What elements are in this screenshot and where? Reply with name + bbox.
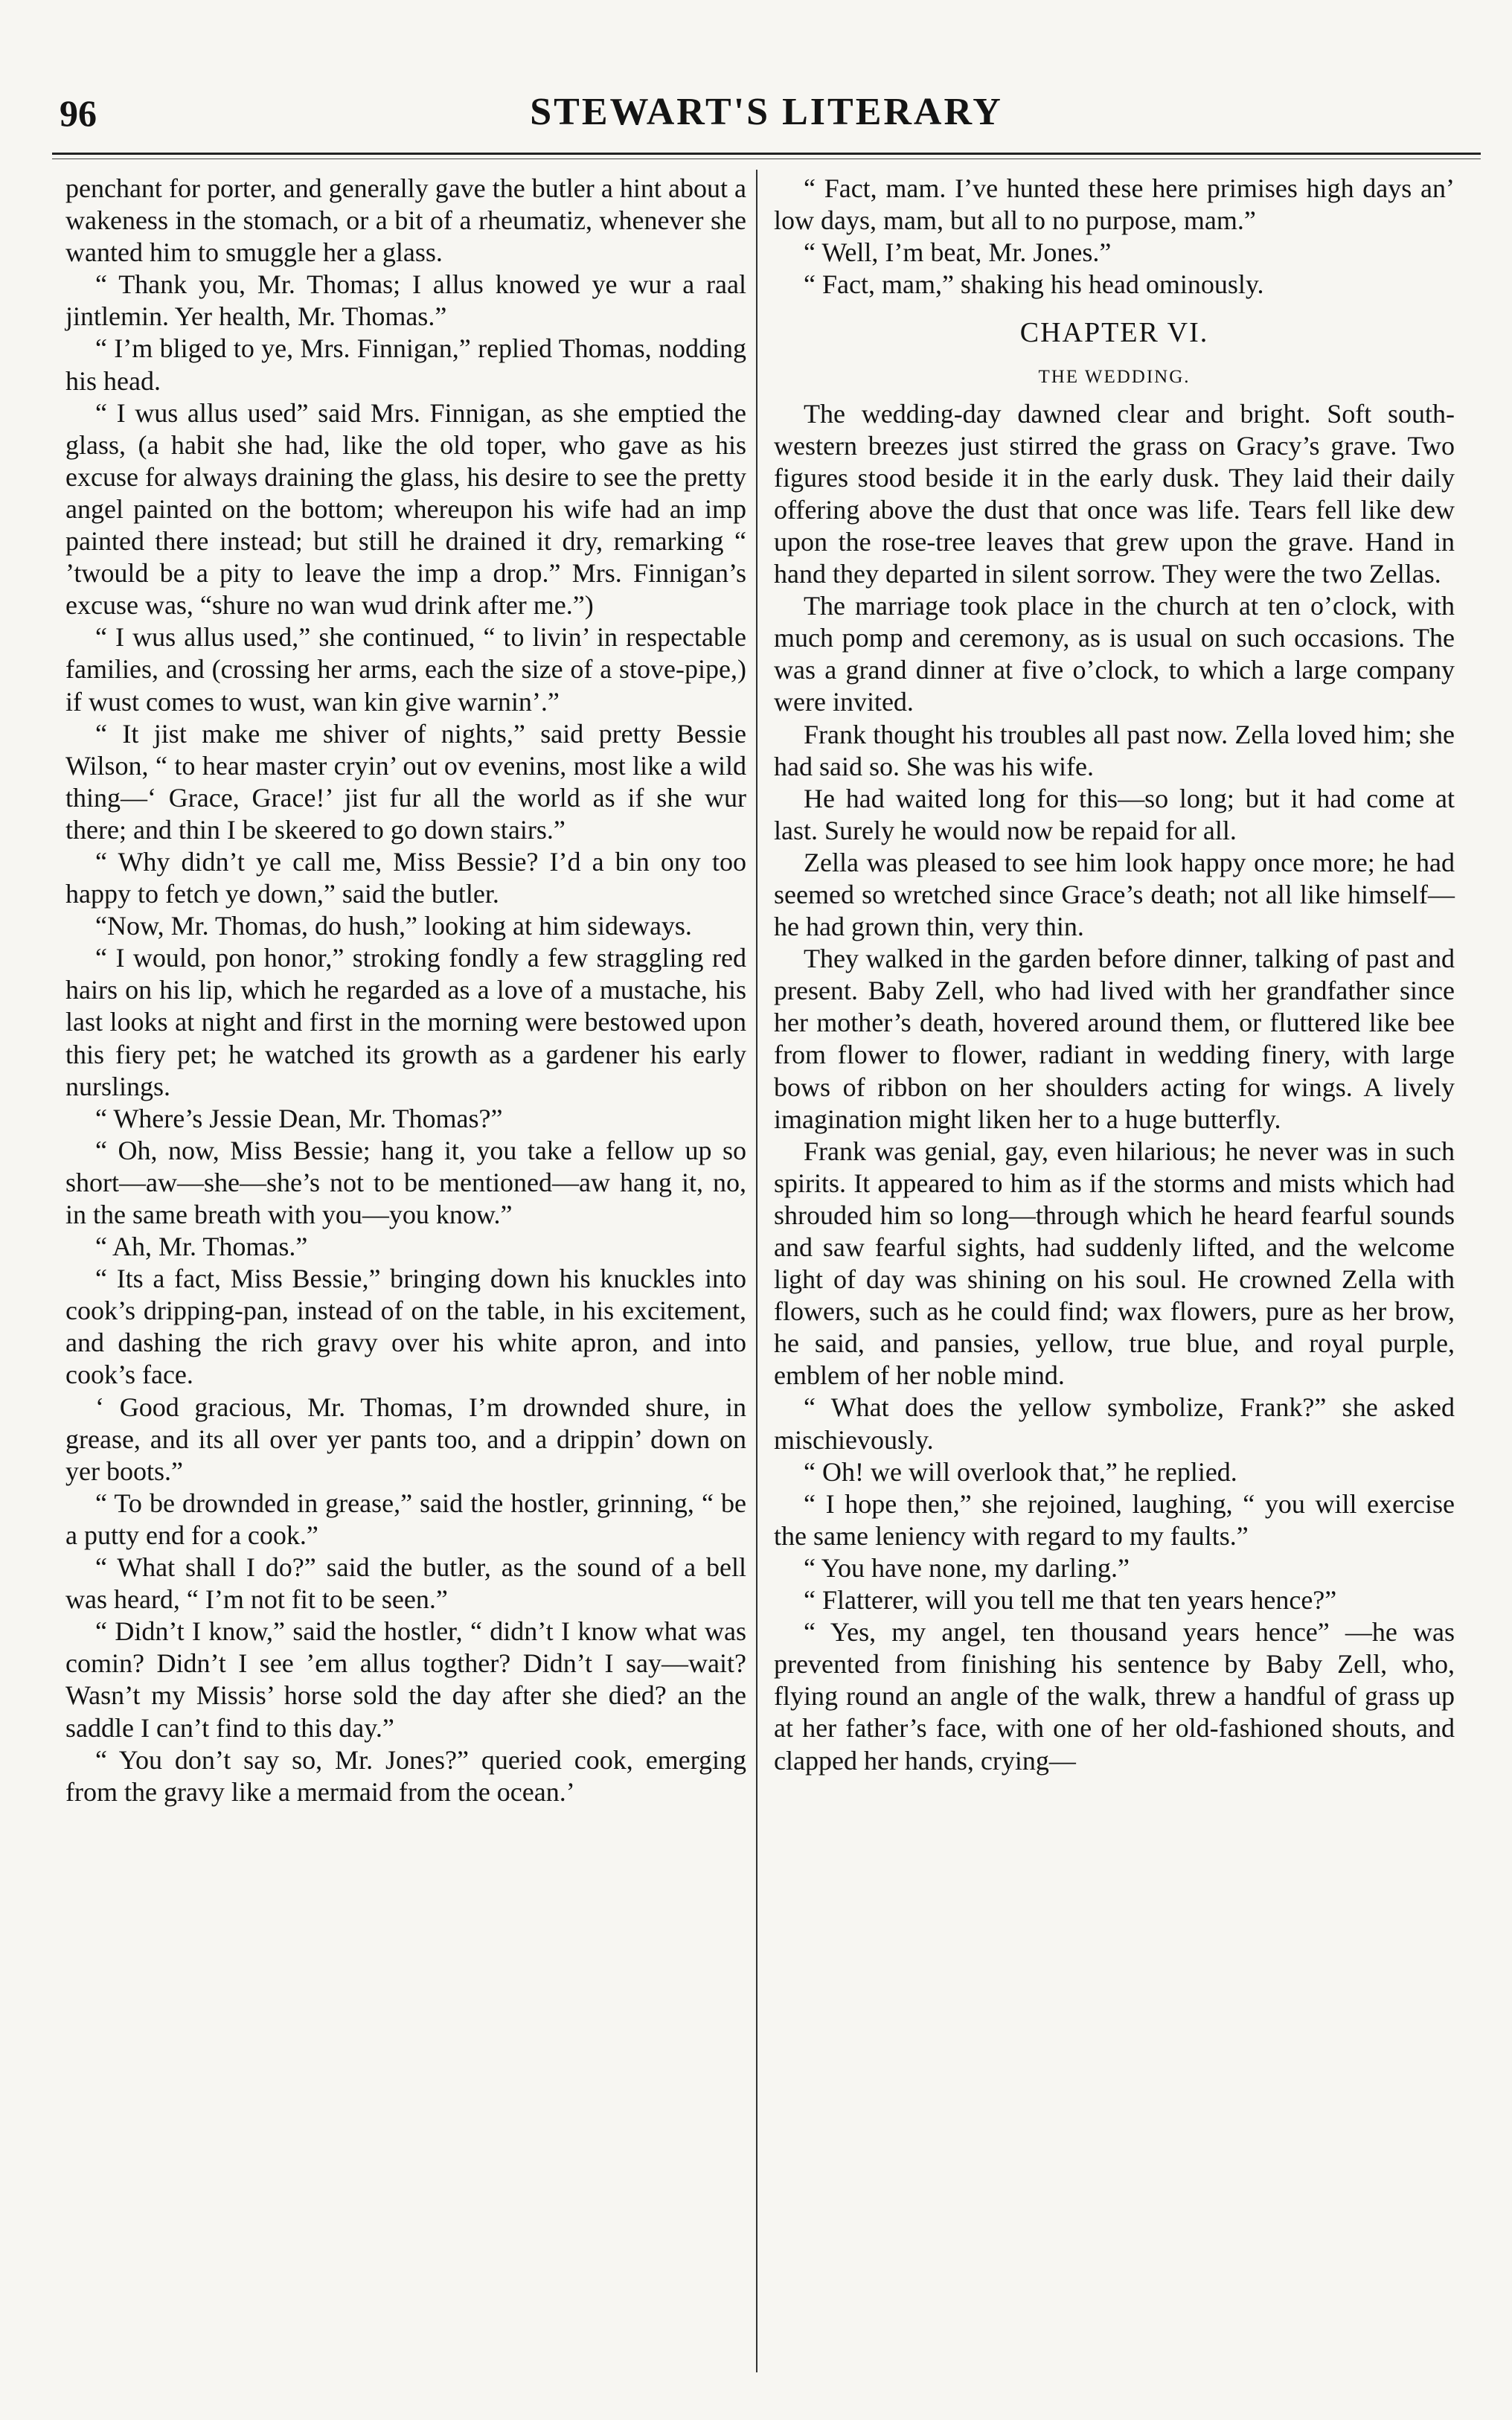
right-column-bottom <box>774 398 1455 1777</box>
paragraph: “ Well, I’m beat, Mr. Jones.” <box>804 237 1112 268</box>
paragraph: “ Where’s Jessie Dean, Mr. Thomas?” <box>95 1103 503 1133</box>
paragraph: The wedding-day dawned clear and bright. Soft south-western breezes just stirred the grass on Gracy’s grave. Two figures stood beside it in the early dusk. They laid their daily offering above the dust that once was life. Tears fell like dew upon the rose-tree leaves that grew upon the grave. Hand in hand they departed in silent sorrow. They were the two Zellas. <box>774 398 1455 589</box>
running-title: STEWART'S LITERARY <box>530 91 1003 133</box>
paragraph: Frank was genial, gay, even hilarious; he never was in such spirits. It appeared to him as if the storms and mists which had shrouded him so long—through which he heard fearful sounds and saw fearful sights, had suddenly lifted, and the welcome light of day was shining on his soul. He crowned Zella with flowers, such as he could find; wax flowers, pure as her brow, he said, and pansies, yellow, true blue, and royal purple, emblem of her noble mind. <box>774 1136 1455 1391</box>
chapter-subtitle: THE WEDDING. <box>1038 367 1191 388</box>
paragraph: The marriage took place in the church at ten o’clock, with much pomp and ceremony, as is usual on such occasions. The was a grand dinner at five o’clock, to which a large company were invited. <box>774 591 1455 717</box>
paragraph: “ Oh, now, Miss Bessie; hang it, you take a fellow up so short—aw—she—she’s not to be mentioned—aw hang it, no, in the same breath with you—you know.” <box>65 1135 746 1229</box>
paragraph: “Now, Mr. Thomas, do hush,” looking at him sideways. <box>95 911 692 941</box>
paragraph: “ Why didn’t ye call me, Miss Bessie? I’d a bin ony too happy to fetch ye down,” said the butler. <box>65 846 746 909</box>
paragraph: Zella was pleased to see him look happy once more; he had seemed so wretched since Grace’s death; not all like himself—he had grown thin, very thin. <box>774 847 1455 942</box>
paragraph: “ Its a fact, Miss Bessie,” bringing down his knuckles into cook’s dripping-pan, instead of on the table, in his excitement, and dashing the rich gravy over his white apron, and into cook’s face. <box>65 1264 746 1390</box>
paragraph: “ Didn’t I know,” said the hostler, “ didn’t I know what was comin? Didn’t I see ’em allus togther? Didn’t I say—wait? Wasn’t my Missis’ horse sold the day after she died? an the saddle I can’t find to this day.” <box>65 1616 746 1743</box>
paragraph: He had waited long for this—so long; but it had come at last. Surely he would now be repaid for all. <box>774 783 1455 845</box>
paragraph: “ I’m bliged to ye, Mrs. Finnigan,” replied Thomas, nodding his head. <box>65 333 746 396</box>
paragraph: They walked in the garden before dinner, talking of past and present. Baby Zell, who had lived with her grandfather since her mother’s death, hovered around them, or fluttered like bee from flower to flower, radiant in wedding finery, with large bows of ribbon on her shoulders acting for wings. A lively imagination might liken her to a huge butterfly. <box>774 944 1455 1134</box>
paragraph: “ I wus allus used” said Mrs. Finnigan, as she emptied the glass, (a habit she had, like the old toper, who gave as his excuse for always draining the glass, his desire to see the pretty angel painted on the bottom; whereupon his wife had an imp painted there instead; but still he drained it dry, remarking “ ’twould be a pity to leave the imp a drop.” Mrs. Finnigan’s excuse was, “shure no wan wud drink after me.”) <box>65 397 746 621</box>
right-column-top <box>774 173 1455 301</box>
paragraph: penchant for porter, and generally gave the butler a hint about a wakeness in the stomach, or a bit of a rheumatiz, whenever she wanted him to smuggle her a glass. <box>65 173 746 268</box>
paragraph: “ What does the yellow symbolize, Frank?” she asked mischievously. <box>774 1392 1455 1455</box>
left-column <box>65 173 746 1808</box>
paragraph: Frank thought his troubles all past now. Zella loved him; she had said so. She was his wife. <box>774 719 1455 781</box>
header-rule <box>52 153 1481 155</box>
right-column <box>774 173 1455 1777</box>
page-number: 96 <box>60 92 97 134</box>
page-header <box>52 86 1481 153</box>
paragraph: “ Oh! we will overlook that,” he replied. <box>804 1456 1237 1487</box>
paragraph: “ You have none, my darling.” <box>804 1552 1130 1583</box>
paragraph: “ Yes, my angel, ten thousand years hence” —he was prevented from finishing his sentence by Baby Zell, who, flying round an angle of the walk, threw a handful of grass up at her father’s face, with one of her old-fashioned shouts, and clapped her hands, crying— <box>774 1617 1455 1776</box>
paragraph: “ It jist make me shiver of nights,” said pretty Bessie Wilson, “ to hear master cryin’ out ov evenins, most like a wild thing—‘ Grace, Grace!’ jist fur all the world as if she wur there; and thin I be skeered to go down stairs.” <box>65 718 746 845</box>
paragraph: “ Fact, mam,” shaking his head ominously. <box>804 269 1264 300</box>
paragraph: “ I would, pon honor,” stroking fondly a few straggling red hairs on his lip, which he regarded as a love of a mustache, his last looks at night and first in the morning were bestowed upon this fiery pet; he watched its growth as a gardener his early nurslings. <box>65 943 746 1101</box>
paragraph: “ To be drownded in grease,” said the hostler, grinning, “ be a putty end for a cook.” <box>65 1488 746 1550</box>
chapter-title: CHAPTER VI. <box>1019 317 1209 349</box>
paragraph: “ Flatterer, will you tell me that ten years hence?” <box>804 1585 1337 1616</box>
paragraph: “ What shall I do?” said the butler, as the sound of a bell was heard, “ I’m not fit to be seen.” <box>65 1552 746 1615</box>
paragraph: “ Ah, Mr. Thomas.” <box>95 1232 308 1262</box>
paragraph: “ Fact, mam. I’ve hunted these here primises high days an’ low days, mam, but all to no purpose, mam.” <box>774 173 1455 236</box>
paragraph: ‘ Good gracious, Mr. Thomas, I’m drownded shure, in grease, and its all over yer pants too, and a drippin’ down on yer boots.” <box>65 1392 746 1486</box>
column-divider <box>756 170 757 2372</box>
paragraph: “ I hope then,” she rejoined, laughing, “ you will exercise the same leniency with regard to my faults.” <box>774 1488 1455 1551</box>
paragraph: “ Thank you, Mr. Thomas; I allus knowed ye wur a raal jintlemin. Yer health, Mr. Thomas.” <box>65 269 746 332</box>
paragraph: “ I wus allus used,” she continued, “ to livin’ in respectable families, and (crossing her arms, each the size of a stove-pipe,) if wust comes to wust, wan kin give warnin’.” <box>65 622 746 717</box>
paragraph: “ You don’t say so, Mr. Jones?” queried cook, emerging from the gravy like a mermaid from the ocean.’ <box>65 1744 746 1807</box>
